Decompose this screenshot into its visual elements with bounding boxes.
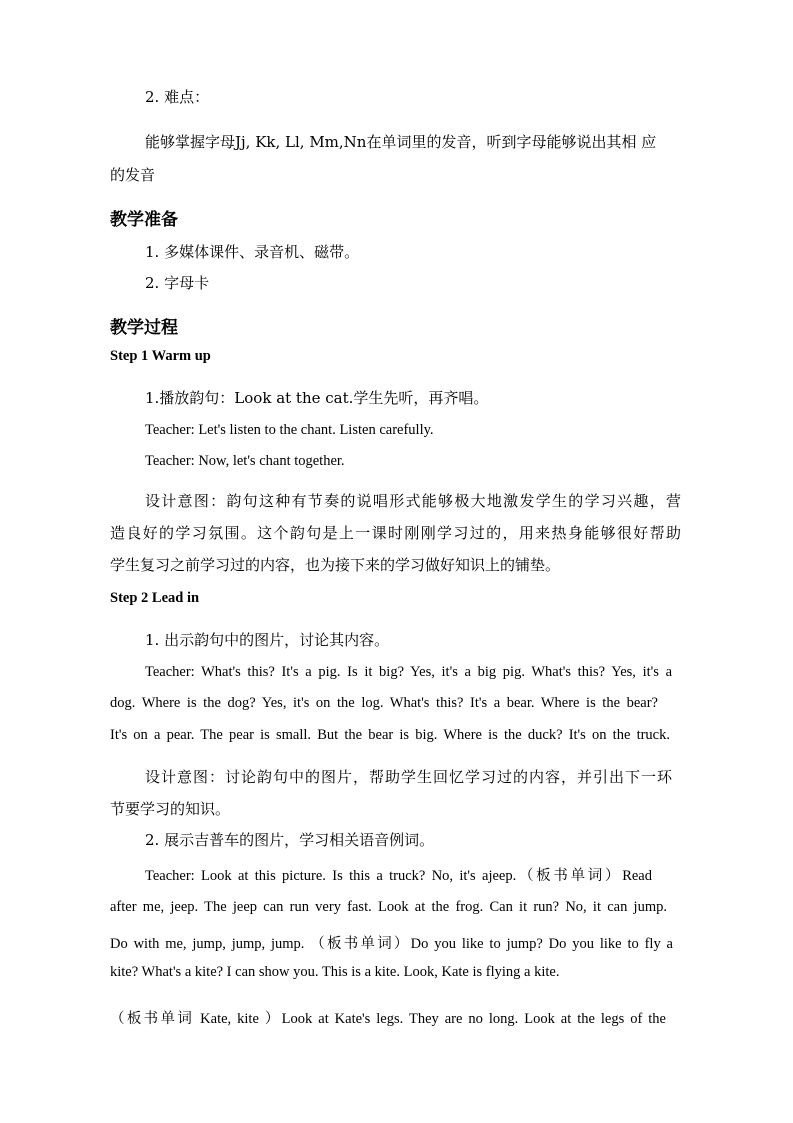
step2-item-2: 2. 展示吉普车的图片，学习相关语音例词。 xyxy=(145,831,435,849)
step2-teacher-line-2: dog. Where is the dog? Yes, it's on the log. What's this? It's a bear. Where is the bear? xyxy=(110,695,658,711)
step2-teacher2-line-1: Teacher: Look at this picture. Is this a truck? No, it's ajeep.（板书单词）Read xyxy=(145,868,652,884)
step2-teacher-line-1: Teacher: What's this? It's a pig. Is it big? Yes, it's a big pig. What's this? Yes, it's a xyxy=(145,664,672,680)
process-heading: 教学过程 xyxy=(110,318,178,338)
prep-item-2: 2. 字母卡 xyxy=(145,274,210,292)
step2-teacher2-line-4: kite? What's a kite? I can show you. This is a kite. Look, Kate is flying a kite. xyxy=(110,964,560,980)
step2-teacher2-line-2: after me, jeep. The jeep can run very fast. Look at the frog. Can it run? No, it can jump. xyxy=(110,899,667,915)
step2-intent-line-2: 节要学习的知识。 xyxy=(110,800,231,818)
difficulty-label: 2. 难点： xyxy=(145,88,210,106)
step1-teacher-line-1: Teacher: Let's listen to the chant. Listen carefully. xyxy=(145,422,434,438)
step1-title: Step 1 Warm up xyxy=(110,348,211,364)
step2-item-1: 1. 出示韵句中的图片，讨论其内容。 xyxy=(145,631,390,649)
difficulty-text-line-2: 的发音 xyxy=(110,166,156,184)
prep-heading: 教学准备 xyxy=(110,210,178,230)
step1-item: 1.播放韵句：Look at the cat.学生先听，再齐唱。 xyxy=(145,389,489,407)
step1-intent-line-1: 设计意图：韵句这种有节奏的说唱形式能够极大地激发学生的学习兴趣，营 xyxy=(145,492,681,510)
step2-teacher-line-3: It's on a pear. The pear is small. But the bear is big. Where is the duck? It's on the truck. xyxy=(110,727,670,743)
step2-title: Step 2 Lead in xyxy=(110,590,200,606)
step1-teacher-line-2: Teacher: Now, let's chant together. xyxy=(145,453,345,469)
step2-teacher2-line-5: （板书单词 Kate, kite ）Look at Kate's legs. They are no long. Look at the legs of the xyxy=(110,1011,666,1027)
step2-teacher2-line-3: Do with me, jump, jump, jump. （板书单词）Do you like to jump? Do you like to fly a xyxy=(110,936,673,952)
difficulty-text-line-1: 能够掌握字母Jj, Kk, Ll, Mm,Nn在单词里的发音，听到字母能够说出其相 应 xyxy=(145,133,657,151)
prep-item-1: 1. 多媒体课件、录音机、磁带。 xyxy=(145,243,360,261)
step1-intent-line-2: 造良好的学习氛围。这个韵句是上一课时刚刚学习过的，用来热身能够很好帮助 xyxy=(110,524,681,542)
step2-intent-line-1: 设计意图：讨论韵句中的图片，帮助学生回忆学习过的内容，并引出下一环 xyxy=(145,768,672,786)
step1-intent-line-3: 学生复习之前学习过的内容，也为接下来的学习做好知识上的铺垫。 xyxy=(110,556,561,574)
